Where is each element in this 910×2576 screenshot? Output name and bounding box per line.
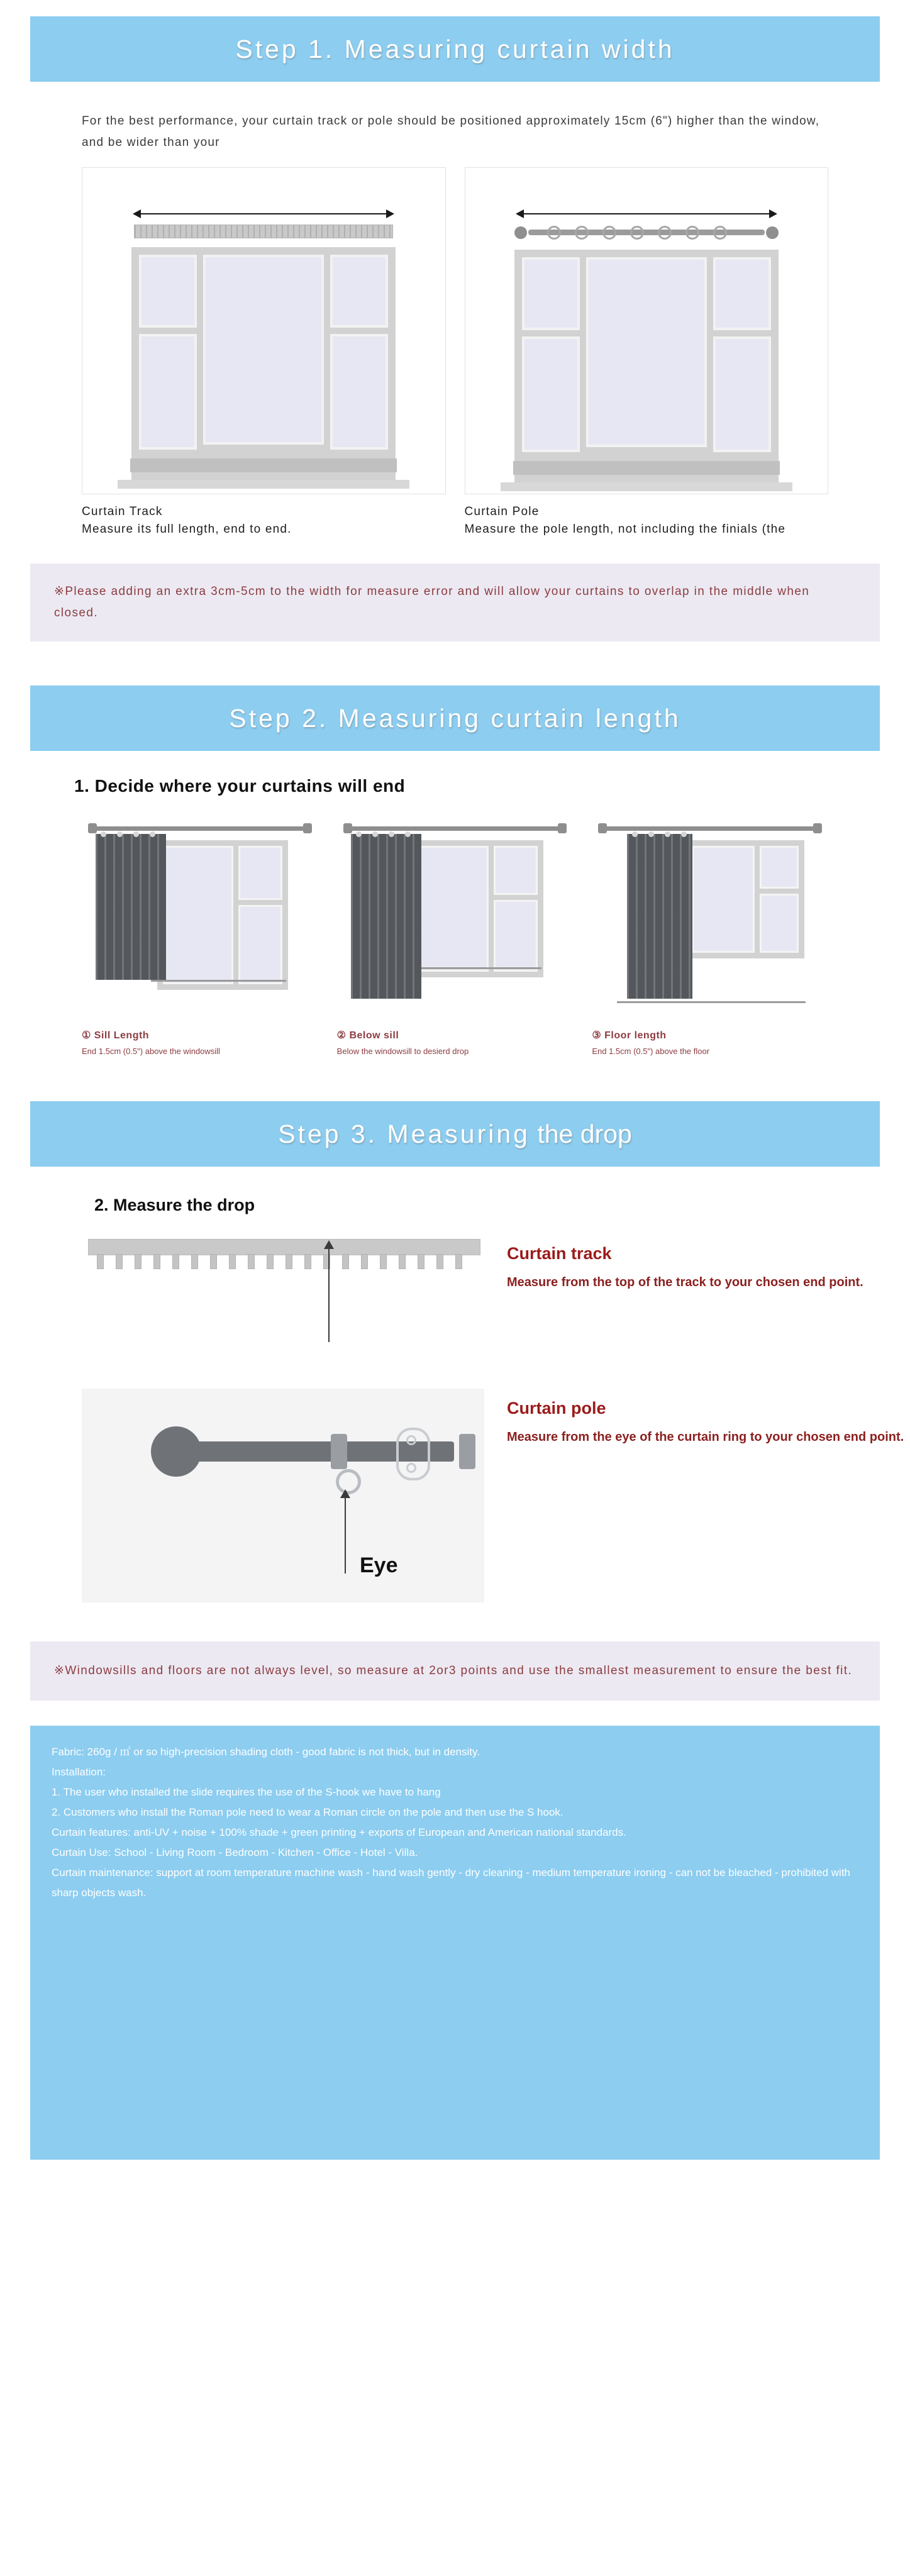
measure-arrow-icon: [328, 1248, 330, 1342]
pole-collar-icon: [459, 1434, 475, 1469]
spec-line-2: Installation:: [52, 1766, 106, 1778]
step2-banner-title: Step 2. Measuring curtain length: [229, 703, 681, 733]
track-drop-illustration: [82, 1234, 484, 1366]
below-sill-illustration: [337, 815, 574, 1023]
step1-figure-track: [82, 167, 446, 538]
step2-figure-floor: [592, 815, 828, 1057]
eye-measure-arrow-icon: [345, 1497, 346, 1574]
track-drop-title: Curtain track: [507, 1244, 612, 1263]
step2-caption-desc-3: End 1.5cm (0.5") above the floor: [592, 1046, 710, 1056]
pole-drop-body: Measure from the eye of the curtain ring to your chosen end point.: [507, 1430, 904, 1444]
step2-caption-desc-1: End 1.5cm (0.5") above the windowsill: [82, 1046, 220, 1056]
spec-line-6: Curtain Use: School - Living Room - Bedroom - Kitchen - Office - Hotel - Villa.: [52, 1846, 418, 1858]
step2-caption-label-3: ③ Floor length: [592, 1030, 667, 1041]
step1-banner-title: Step 1. Measuring curtain width: [235, 34, 675, 64]
pole-figure: [82, 1389, 484, 1602]
step1-track-caption: [82, 503, 446, 538]
step2-heading: 1. Decide where your curtains will end: [74, 776, 406, 796]
sill-length-illustration: [82, 815, 318, 1023]
track-drop-text: [507, 1234, 863, 1292]
width-arrow-icon: [514, 207, 779, 221]
step1-intro-text: For the best performance, your curtain track or pole should be positioned approximately 15cm (6") higher than the window, and be wider than your: [82, 114, 820, 149]
pole-window-group: [514, 207, 779, 491]
step3-pole-row: [82, 1389, 910, 1602]
spec-line-1: Fabric: 260g / ㎡ or so high-precision shading cloth - good fabric is not thick, but in density.: [52, 1746, 480, 1758]
step2-caption-label-1: ① Sill Length: [82, 1030, 150, 1041]
step3-banner-sub: the drop: [530, 1119, 632, 1148]
pole-drop-title: Curtain pole: [507, 1399, 606, 1418]
step3-note: ※Windowsills and floors are not always level, so measure at 2or3 points and use the smallest measurement to ensure the best fit.: [30, 1641, 880, 1701]
step3-banner: [30, 1101, 880, 1167]
step2-caption-label-2: ② Below sill: [336, 1030, 399, 1041]
step1-pole-caption-title: Curtain Pole: [464, 505, 540, 518]
pole-collar-icon: [331, 1434, 347, 1469]
window-frame: [131, 247, 396, 480]
step1-banner: [30, 16, 880, 82]
step1-note: ※Please adding an extra 3cm-5cm to the width for measure error and will allow your curtains to overlap in the middle when closed.: [30, 564, 880, 641]
curtain-pole-illustration: [465, 167, 829, 494]
curtain-panel: [351, 834, 421, 999]
curtain-pole-icon: [514, 225, 779, 241]
step1-pole-caption-desc: Measure the pole length, not including the finials (the: [464, 523, 786, 536]
step1-pole-caption: [465, 503, 829, 538]
spec-line-4: 2. Customers who install the Roman pole need to wear a Roman circle on the pole and then use the S hook.: [52, 1806, 563, 1818]
spec-line-7: Curtain maintenance: support at room temperature machine wash - hand wash gently - dry cleaning - medium temperature ironing - can not be bleached - prohibited with sharp objects wash.: [52, 1867, 851, 1899]
pole-drop-illustration: [82, 1389, 484, 1602]
step1-figure-row: [82, 167, 828, 538]
curtain-track-icon: [88, 1239, 480, 1255]
spacer-top: [0, 0, 910, 16]
step2-figure-row: [82, 815, 828, 1057]
step2-figure-belowsill: [337, 815, 574, 1057]
curtain-panel: [627, 834, 692, 999]
window-sill: [501, 482, 792, 491]
step2-banner: [30, 686, 880, 751]
curtain-track-icon: [134, 225, 393, 238]
track-window-group: [131, 207, 396, 489]
step1-track-caption-desc: Measure its full length, end to end.: [82, 523, 292, 536]
curtain-panel: [96, 834, 166, 980]
step1-figure-pole: [465, 167, 829, 538]
step3-banner-title: [278, 1119, 632, 1149]
track-drop-body: Measure from the top of the track to your chosen end point.: [507, 1275, 863, 1289]
width-arrow-icon: [131, 207, 396, 221]
spacer-step2: [0, 641, 910, 686]
step1-track-caption-title: Curtain Track: [82, 505, 163, 518]
track-figure: [82, 1234, 484, 1328]
step2-figure-sill: [82, 815, 318, 1057]
spec-line-3: 1. The user who installed the slide requires the use of the S-hook we have to hang: [52, 1786, 441, 1798]
finial-left-icon: [514, 226, 527, 239]
finial-right-icon: [766, 226, 779, 239]
step3-heading: 2. Measure the drop: [94, 1196, 255, 1214]
eye-label: Eye: [360, 1553, 398, 1577]
step3-banner-main: Step 3. Measuring: [278, 1119, 530, 1148]
pole-drop-text: [507, 1389, 904, 1447]
step2-caption-desc-2: Below the windowsill to desierd drop: [336, 1046, 469, 1056]
curtain-track-illustration: [82, 167, 446, 494]
step3-track-row: [82, 1234, 910, 1366]
spacer-step3: [0, 1057, 910, 1101]
spec-line-5: Curtain features: anti-UV + noise + 100% shade + green printing + exports of European and American national standards.: [52, 1826, 626, 1838]
product-spec-block: [30, 1726, 880, 2160]
window-frame: [514, 250, 779, 482]
floor-length-illustration: [592, 815, 828, 1023]
window-sill: [118, 480, 409, 489]
